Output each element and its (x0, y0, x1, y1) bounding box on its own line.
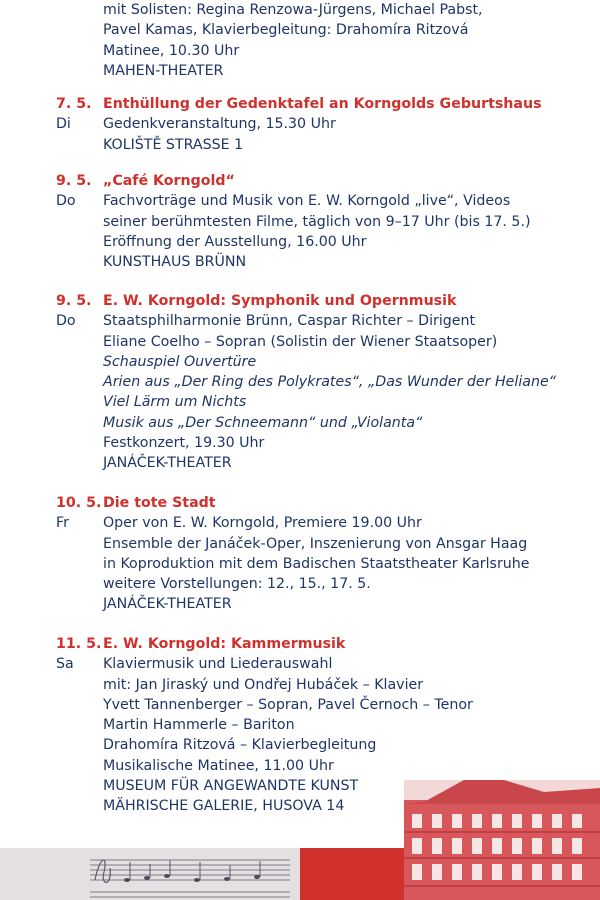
event-detail-line: Fachvorträge und Musik von E. W. Korngold „live“, Videos (103, 193, 511, 210)
program-piece: Viel Lärm um Nichts (103, 394, 247, 411)
event-weekday: Sa (56, 656, 74, 673)
event-details (103, 191, 583, 272)
event-weekday: Do (56, 313, 76, 330)
event-detail-line: in Koproduktion mit dem Badischen Staatstheater Karlsruhe (103, 555, 530, 572)
event-detail-line: seiner berühmtesten Filme, täglich von 9–17 Uhr (bis 17. 5.) (103, 213, 531, 230)
event-detail-line: Festkonzert, 19.30 Uhr (103, 435, 265, 452)
event-detail-line: Musikalische Matinee, 11.00 Uhr (103, 757, 334, 774)
event-venue: JANÁČEK-THEATER (103, 596, 232, 613)
event-detail-line: Drahomíra Ritzová – Klavierbegleitung (103, 737, 377, 754)
red-accent-block (300, 848, 404, 900)
event-date: 9. 5. (56, 173, 92, 189)
event-date: 7. 5. (56, 96, 92, 112)
event-detail-line: Eröffnung der Ausstellung, 16.00 Uhr (103, 233, 367, 250)
event-venue: MÄHRISCHE GALERIE, HUSOVA 14 (103, 798, 345, 815)
event-date: 11. 5. (56, 636, 102, 652)
previous-event-continuation (103, 0, 573, 81)
event-title: E. W. Korngold: Kammermusik (103, 636, 346, 652)
intro-line: mit Solisten: Regina Renzowa-Jürgens, Michael Pabst, (103, 2, 483, 18)
event-venue: MUSEUM FÜR ANGEWANDTE KUNST (103, 778, 359, 795)
event-detail-line: mit: Jan Jiraský und Ondřej Hubáček – Klavier (103, 676, 424, 693)
event-venue: KOLIŠTĚ STRASSE 1 (103, 136, 244, 153)
intro-line: Matinee, 10.30 Uhr (103, 42, 240, 59)
music-manuscript-image (60, 850, 290, 900)
intro-line: Pavel Kamas, Klavierbegleitung: Drahomíra Ritzová (103, 22, 469, 39)
event-weekday: Fr (56, 515, 69, 532)
event-date: 10. 5. (56, 495, 102, 511)
event-weekday: Di (56, 116, 71, 133)
event-detail-line: Eliane Coelho – Sopran (Solistin der Wiener Staatsoper) (103, 333, 498, 350)
event-detail-line: Oper von E. W. Korngold, Premiere 19.00 Uhr (103, 515, 422, 532)
event-detail-line: weitere Vorstellungen: 12., 15., 17. 5. (103, 576, 371, 593)
event-weekday: Do (56, 193, 76, 210)
event-detail-line: Gedenkveranstaltung, 15.30 Uhr (103, 116, 336, 133)
building-photo (404, 780, 600, 900)
event-title: E. W. Korngold: Symphonik und Opernmusik (103, 293, 457, 309)
event-venue: KUNSTHAUS BRÜNN (103, 254, 247, 271)
event-title: „Café Korngold“ (103, 173, 235, 189)
event-details (103, 513, 583, 614)
event-title: Die tote Stadt (103, 495, 216, 511)
event-venue: JANÁČEK-THEATER (103, 455, 232, 472)
event-detail-line: Ensemble der Janáček-Oper, Inszenierung von Ansgar Haag (103, 535, 528, 552)
event-date: 9. 5. (56, 293, 92, 309)
program-piece: Schauspiel Ouvertüre (103, 353, 257, 370)
event-details (103, 114, 583, 155)
event-details (103, 311, 583, 473)
event-title: Enthüllung der Gedenktafel an Korngolds Geburtshaus (103, 96, 542, 112)
intro-venue: MAHEN-THEATER (103, 62, 224, 79)
program-piece: Musik aus „Der Schneemann“ und „Violanta“ (103, 414, 423, 431)
bottom-decoration (0, 780, 600, 900)
event-detail-line: Staatsphilharmonie Brünn, Caspar Richter – Dirigent (103, 313, 476, 330)
event-detail-line: Klaviermusik und Liederauswahl (103, 656, 333, 673)
event-detail-line: Martin Hammerle – Bariton (103, 717, 295, 734)
event-detail-line: Yvett Tannenberger – Sopran, Pavel Černoch – Tenor (103, 696, 473, 713)
program-piece: Arien aus „Der Ring des Polykrates“, „Das Wunder der Heliane“ (103, 374, 557, 391)
